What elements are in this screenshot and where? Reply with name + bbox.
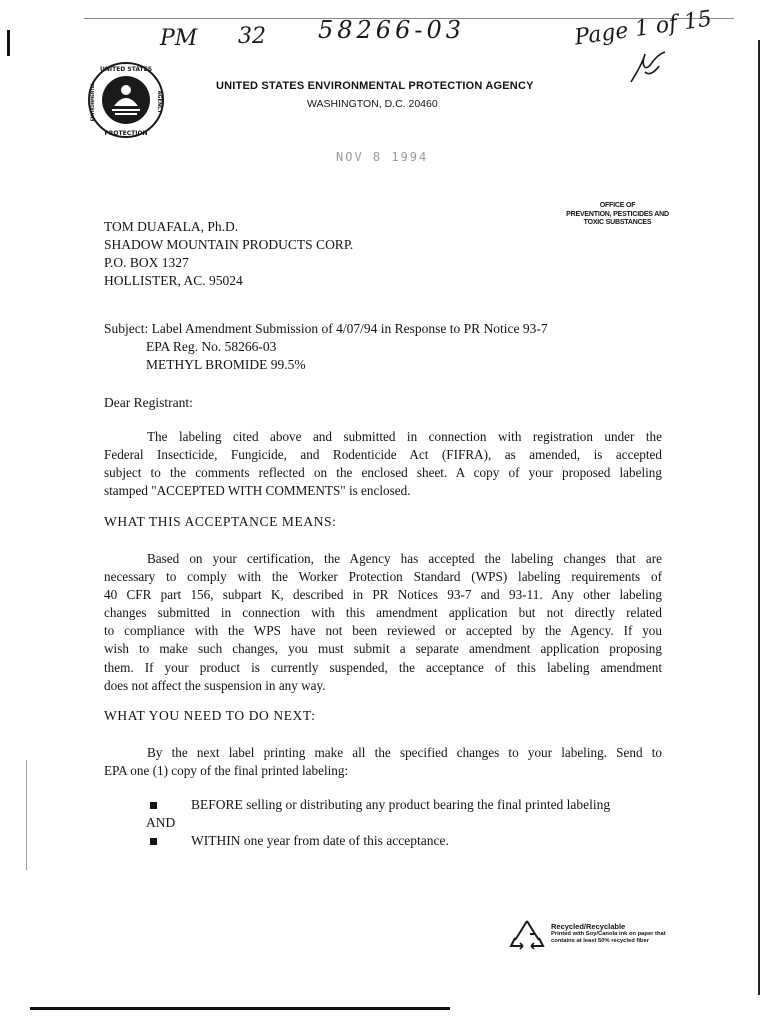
subject-product-name: METHYL BROMIDE 99.5% [146, 357, 306, 372]
paragraph-line: The labeling cited above and submitted in connection with registration under the [147, 429, 662, 444]
paragraph-line: them. If your product is currently suspended, the acceptance of this labeling amendment [104, 659, 662, 675]
bullet-square-icon [150, 802, 157, 809]
paragraph-line: By the next label printing make all the specified changes to your labeling. Send to [147, 745, 662, 760]
salutation: Dear Registrant: [104, 395, 193, 410]
recipient-company: SHADOW MOUNTAIN PRODUCTS CORP. [104, 237, 354, 252]
heading-acceptance-means: WHAT THIS ACCEPTANCE MEANS: [104, 514, 337, 529]
bullet-joiner: AND [146, 815, 176, 830]
paragraph-line: wish to make such changes, you must submit a separate amendment application proposing [104, 641, 662, 657]
bullet-text: WITHIN one year from date of this acceptance. [191, 833, 449, 848]
handwritten-initials [625, 42, 675, 92]
recycle-line: contains at least 50% recycled fiber [551, 938, 649, 944]
bullet-square-icon [150, 838, 157, 845]
paragraph-line: subject to the comments reflected on the enclosed sheet. A copy of your proposed labeling [104, 465, 662, 481]
paragraph-line: changes submitted in connection with this amendment application but not directly related [104, 605, 662, 621]
scan-edge-bottom [30, 1007, 450, 1010]
recipient-po-box: P.O. BOX 1327 [104, 255, 189, 270]
recycle-notice [551, 922, 666, 945]
office-line: TOXIC SUBSTANCES [583, 219, 652, 226]
subject-reg-number: EPA Reg. No. 58266-03 [146, 339, 277, 354]
paragraph-next-printing [104, 744, 662, 780]
paragraph-line: to compliance with the WPS have not been reviewed or accepted by the Agency. If you [104, 623, 662, 639]
recycle-icon [508, 918, 546, 954]
margin-mark [26, 760, 27, 870]
seal-text-right: AGENCY [156, 90, 162, 114]
recipient-address [104, 218, 353, 290]
handwritten-page-label: Page 1 of 15 [572, 6, 714, 51]
recycle-line: Printed with Soy/Canola ink on paper that [551, 931, 666, 937]
handwritten-pm-number: 32 [238, 24, 266, 49]
handwritten-reg-number: 58266-03 [318, 16, 465, 44]
office-block [545, 202, 690, 228]
handwritten-pm: PM [160, 26, 198, 51]
scan-edge-right [758, 40, 760, 995]
paragraph-line: necessary to comply with the Worker Protection Standard (WPS) labeling requirements of [104, 569, 662, 585]
recipient-city: HOLLISTER, AC. 95024 [104, 273, 243, 288]
paragraph-line: Based on your certification, the Agency has accepted the labeling changes that are [147, 551, 662, 566]
bullet-list [146, 796, 676, 850]
scan-edge-left [7, 30, 10, 56]
bullet-item-before [146, 796, 676, 814]
heading-next-steps: WHAT YOU NEED TO DO NEXT: [104, 708, 316, 723]
seal-text-bottom: PROTECTION [104, 130, 148, 137]
subject-line: Subject: Label Amendment Submission of 4/07/94 in Response to PR Notice 93-7 [104, 321, 548, 336]
bullet-item-within [146, 832, 676, 850]
paragraph-line: Federal Insecticide, Fungicide, and Rodenticide Act (FIFRA), as amended, is accepted [104, 447, 662, 463]
seal-text-top: UNITED STATES [99, 66, 153, 73]
paragraph-certification [104, 550, 662, 695]
recipient-name: TOM DUAFALA, Ph.D. [104, 219, 239, 234]
paragraph-acceptance [104, 428, 662, 500]
paragraph-line: stamped "ACCEPTED WITH COMMENTS" is enclosed. [104, 483, 411, 499]
epa-seal-logo [86, 60, 166, 140]
paragraph-line: EPA one (1) copy of the final printed labeling: [104, 763, 349, 779]
agency-city: WASHINGTON, D.C. 20460 [307, 98, 438, 110]
office-line: PREVENTION, PESTICIDES AND [566, 210, 669, 218]
seal-text-left: ENVIRONMENTAL [90, 82, 95, 122]
bullet-text: BEFORE selling or distributing any product bearing the final printed labeling [191, 797, 611, 812]
recycle-title: Recycled/Recyclable [551, 922, 626, 931]
date-stamp: NOV 8 1994 [336, 150, 429, 164]
agency-name: UNITED STATES ENVIRONMENTAL PROTECTION AGENCY [216, 80, 534, 92]
office-line: OFFICE OF [599, 202, 636, 209]
paragraph-line: does not affect the suspension in any way. [104, 677, 326, 693]
paragraph-line: 40 CFR part 156, subpart K, described in PR Notices 93-7 and 93-11. Any other labeling [104, 587, 662, 603]
